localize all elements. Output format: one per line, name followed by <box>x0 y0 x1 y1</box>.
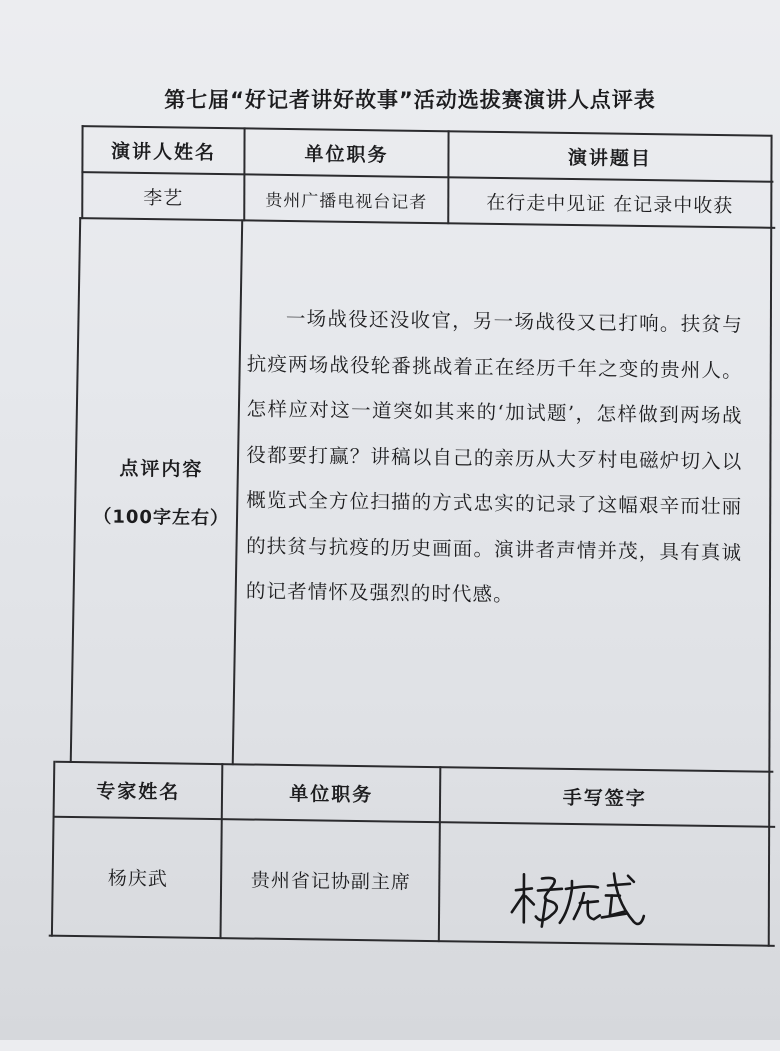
speaker-position: 贵州广播电视台记者 <box>265 190 428 213</box>
speaker-name: 李艺 <box>143 186 184 210</box>
speaker-position-header: 单位职务 <box>304 142 389 166</box>
speaker-name-header: 演讲人姓名 <box>110 140 217 164</box>
expert-position-header: 单位职务 <box>289 783 374 807</box>
comment-label: 点评内容 <box>119 457 204 481</box>
comment-label-cell <box>79 219 243 763</box>
expert-name: 杨庆武 <box>107 867 168 891</box>
signature-header: 手写签字 <box>562 786 647 811</box>
comment-text: 一场战役还没收官，另一场战役又已打响。扶贫与抗疫两场战役轮番挑战着正在经历千年之变的贵州人。怎样应对这一道突如其来的‘加试题’，怎样做到两场战役都要打赢？讲稿以自己的亲历从大歹村电磁炉切入以概览式全方位扫描的方式忠实的记录了这幅艰辛而壮丽的扶贫与抗疫的历史画面。演讲者声情并茂，具有真诚的记者情怀及强烈的时代感。 <box>245 306 743 607</box>
form-title: 第七届“好记者讲好故事”活动选拔赛演讲人点评表 <box>164 88 656 112</box>
expert-name-header: 专家姓名 <box>96 780 181 804</box>
speech-topic: 在行走中见证 在记录中收获 <box>486 191 734 217</box>
expert-position: 贵州省记协副主席 <box>250 869 411 894</box>
handwritten-signature <box>502 864 652 936</box>
speaker-topic-header: 演讲题目 <box>567 146 653 170</box>
comment-sublabel: （100字左右） <box>93 505 230 529</box>
